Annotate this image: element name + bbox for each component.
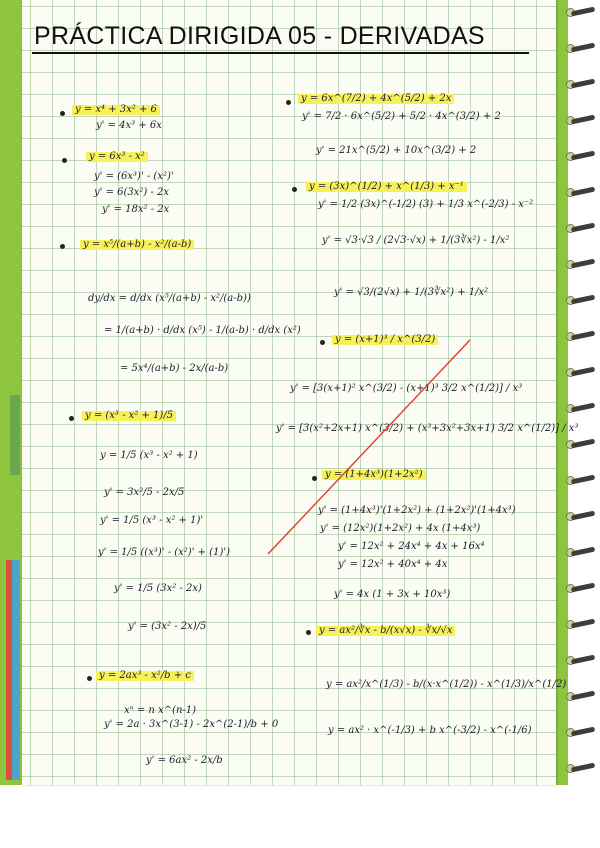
exercise-8-step: y' = [3(x²+2x+1) x^(3/2) + (x³+3x²+3x+1) 3/2 x^(1/2)] / x³ bbox=[276, 423, 579, 434]
exercise-6-step: y' = 7/2 · 6x^(5/2) + 5/2 · 4x^(3/2) + 2 bbox=[302, 111, 501, 122]
exercise-10-step: y = ax² · x^(-1/3) + b x^(-3/2) - x^(-1/6) bbox=[328, 725, 532, 736]
exercise-9-step: y' = (12x²)(1+2x²) + 4x (1+4x³) bbox=[320, 523, 481, 534]
page-title: PRÁCTICA DIRIGIDA 05 - DERIVADAS bbox=[34, 22, 485, 50]
exercise-5-step: xⁿ = n x^(n-1) bbox=[124, 705, 197, 716]
exercise-1-step: y' = 4x³ + 6x bbox=[96, 120, 162, 131]
exercise-9-step: y' = 12x² + 40x⁴ + 4x bbox=[338, 559, 448, 570]
exercise-3-function: y = x⁵/(a+b) - x²/(a-b) bbox=[80, 240, 194, 250]
exercise-4-step: y' = 3x²/5 - 2x/5 bbox=[104, 487, 185, 498]
exercise-7-function: y = (3x)^(1/2) + x^(1/3) + x⁻¹ bbox=[306, 182, 467, 192]
exercise-4-function: y = (x³ - x² + 1)/5 bbox=[82, 411, 176, 421]
exercise-3-step: dy/dx = d/dx (x⁵/(a+b) - x²/(a-b)) bbox=[88, 293, 251, 304]
exercise-2-step: y' = (6x³)' - (x²)' bbox=[94, 171, 174, 182]
exercise-10-function: y = ax²/∛x - b/(x√x) - ∛x/√x bbox=[316, 626, 455, 636]
exercise-7-step: y' = √3/(2√x) + 1/(3∛x²) + 1/x² bbox=[334, 287, 489, 298]
exercise-4-step: y' = (3x² - 2x)/5 bbox=[128, 621, 207, 632]
exercise-1-function: y = x⁴ + 3x² + 6 bbox=[72, 105, 160, 115]
exercise-6-function: y = 6x^(7/2) + 4x^(5/2) + 2x bbox=[298, 94, 454, 104]
exercise-2-step: y' = 18x² - 2x bbox=[102, 204, 170, 215]
exercise-4-step: y' = 1/5 (3x² - 2x) bbox=[114, 583, 202, 594]
exercise-9-function: y = (1+4x³)(1+2x²) bbox=[322, 470, 426, 480]
exercise-8-function: y = (x+1)³ / x^(3/2) bbox=[332, 335, 438, 345]
exercise-9-step: y' = 4x (1 + 3x + 10x³) bbox=[334, 589, 451, 600]
exercise-4-step: y = 1/5 (x³ - x² + 1) bbox=[100, 450, 198, 461]
exercise-5-step: y' = 2a · 3x^(3-1) - 2x^(2-1)/b + 0 bbox=[104, 719, 279, 730]
exercise-5-step: y' = 6ax² - 2x/b bbox=[146, 755, 223, 766]
exercise-8-step: y' = [3(x+1)² x^(3/2) - (x+1)³ 3/2 x^(1/2)] / x³ bbox=[290, 383, 523, 394]
exercise-10-step: y = ax²/x^(1/3) - b/(x·x^(1/2)) - x^(1/3)/x^(1/2) bbox=[326, 679, 567, 690]
exercise-2-function: y = 6x³ - x² bbox=[86, 152, 148, 162]
exercise-4-step: y' = 1/5 ((x³)' - (x²)' + (1)') bbox=[98, 547, 230, 558]
exercise-3-step: = 1/(a+b) · d/dx (x⁵) - 1/(a-b) · d/dx (x²) bbox=[104, 325, 301, 336]
exercise-5-function: y = 2ax³ - x²/b + c bbox=[96, 671, 194, 681]
exercise-9-step: y' = 12x² + 24x⁴ + 4x + 16x⁴ bbox=[338, 541, 485, 552]
exercise-6-step: y' = 21x^(5/2) + 10x^(3/2) + 2 bbox=[316, 145, 477, 156]
exercise-7-step: y' = √3·√3 / (2√3·√x) + 1/(3∛x²) - 1/x² bbox=[322, 235, 510, 246]
exercise-3-step: = 5x⁴/(a+b) - 2x/(a-b) bbox=[120, 363, 229, 374]
exercise-7-step: y' = 1/2 (3x)^(-1/2) (3) + 1/3 x^(-2/3) - x⁻² bbox=[318, 199, 534, 210]
exercise-2-step: y' = 6(3x²) - 2x bbox=[94, 187, 170, 198]
exercise-4-step: y' = 1/5 (x³ - x² + 1)' bbox=[100, 515, 204, 526]
exercise-9-step: y' = (1+4x³)'(1+2x²) + (1+2x²)'(1+4x³) bbox=[318, 505, 516, 516]
